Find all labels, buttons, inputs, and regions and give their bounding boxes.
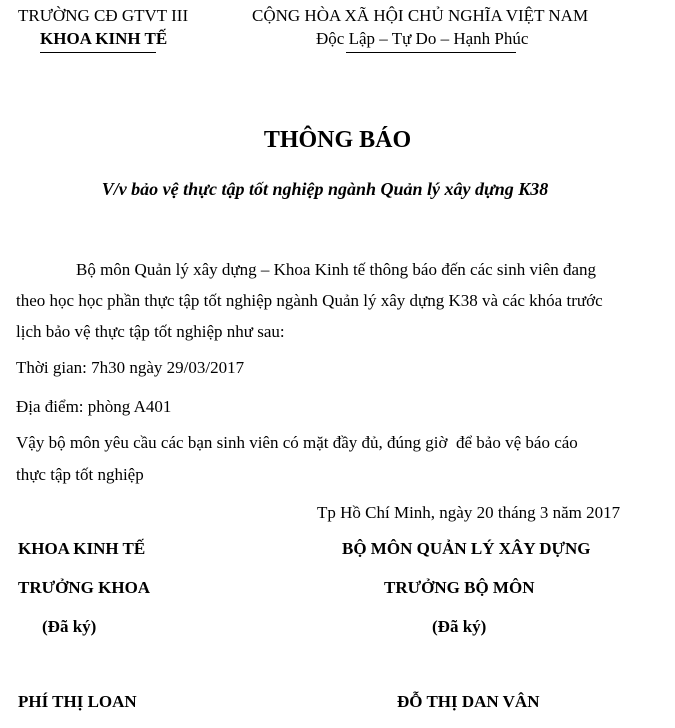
left-signer-name: PHÍ THỊ LOAN — [18, 692, 137, 711]
body-paragraph-line-2: theo học học phần thực tập tốt nghiệp ngành Quản lý xây dựng K38 và các khóa trước — [16, 291, 603, 310]
country-name: CỘNG HÒA XÃ HỘI CHỦ NGHĨA VIỆT NAM — [252, 6, 589, 25]
body-paragraph-line-1: Bộ môn Quản lý xây dựng – Khoa Kinh tế thông báo đến các sinh viên đang — [76, 260, 597, 279]
left-org: KHOA KINH TẾ — [18, 539, 146, 558]
faculty-underline — [40, 52, 156, 53]
motto-underline — [346, 52, 516, 53]
national-motto: Độc Lập – Tự Do – Hạnh Phúc — [316, 29, 529, 48]
faculty-name: KHOA KINH TẾ — [40, 29, 168, 48]
right-signed: (Đã ký) — [432, 617, 487, 636]
notice-title: THÔNG BÁO — [263, 127, 412, 153]
request-line-1: Vậy bộ môn yêu cầu các bạn sinh viên có mặt đầy đủ, đúng giờ để bảo vệ báo cáo — [16, 433, 578, 452]
school-name: TRƯỜNG CĐ GTVT III — [18, 6, 189, 25]
request-line-2: thực tập tốt nghiệp — [16, 465, 144, 484]
notice-subject: V/v bảo vệ thực tập tốt nghiệp ngành Quản lý xây dựng K38 — [101, 179, 549, 199]
left-signed: (Đã ký) — [42, 617, 97, 636]
time-line: Thời gian: 7h30 ngày 29/03/2017 — [16, 358, 245, 377]
left-role: TRƯỞNG KHOA — [18, 578, 151, 597]
body-paragraph-line-3: lịch bảo vệ thực tập tốt nghiệp như sau: — [16, 322, 285, 341]
date-place: Tp Hồ Chí Minh, ngày 20 tháng 3 năm 2017 — [317, 503, 621, 522]
right-signer-name: ĐỖ THỊ DAN VÂN — [397, 692, 540, 711]
place-line: Địa điểm: phòng A401 — [16, 397, 172, 416]
right-org: BỘ MÔN QUẢN LÝ XÂY DỰNG — [342, 539, 591, 558]
right-role: TRƯỞNG BỘ MÔN — [384, 578, 535, 597]
